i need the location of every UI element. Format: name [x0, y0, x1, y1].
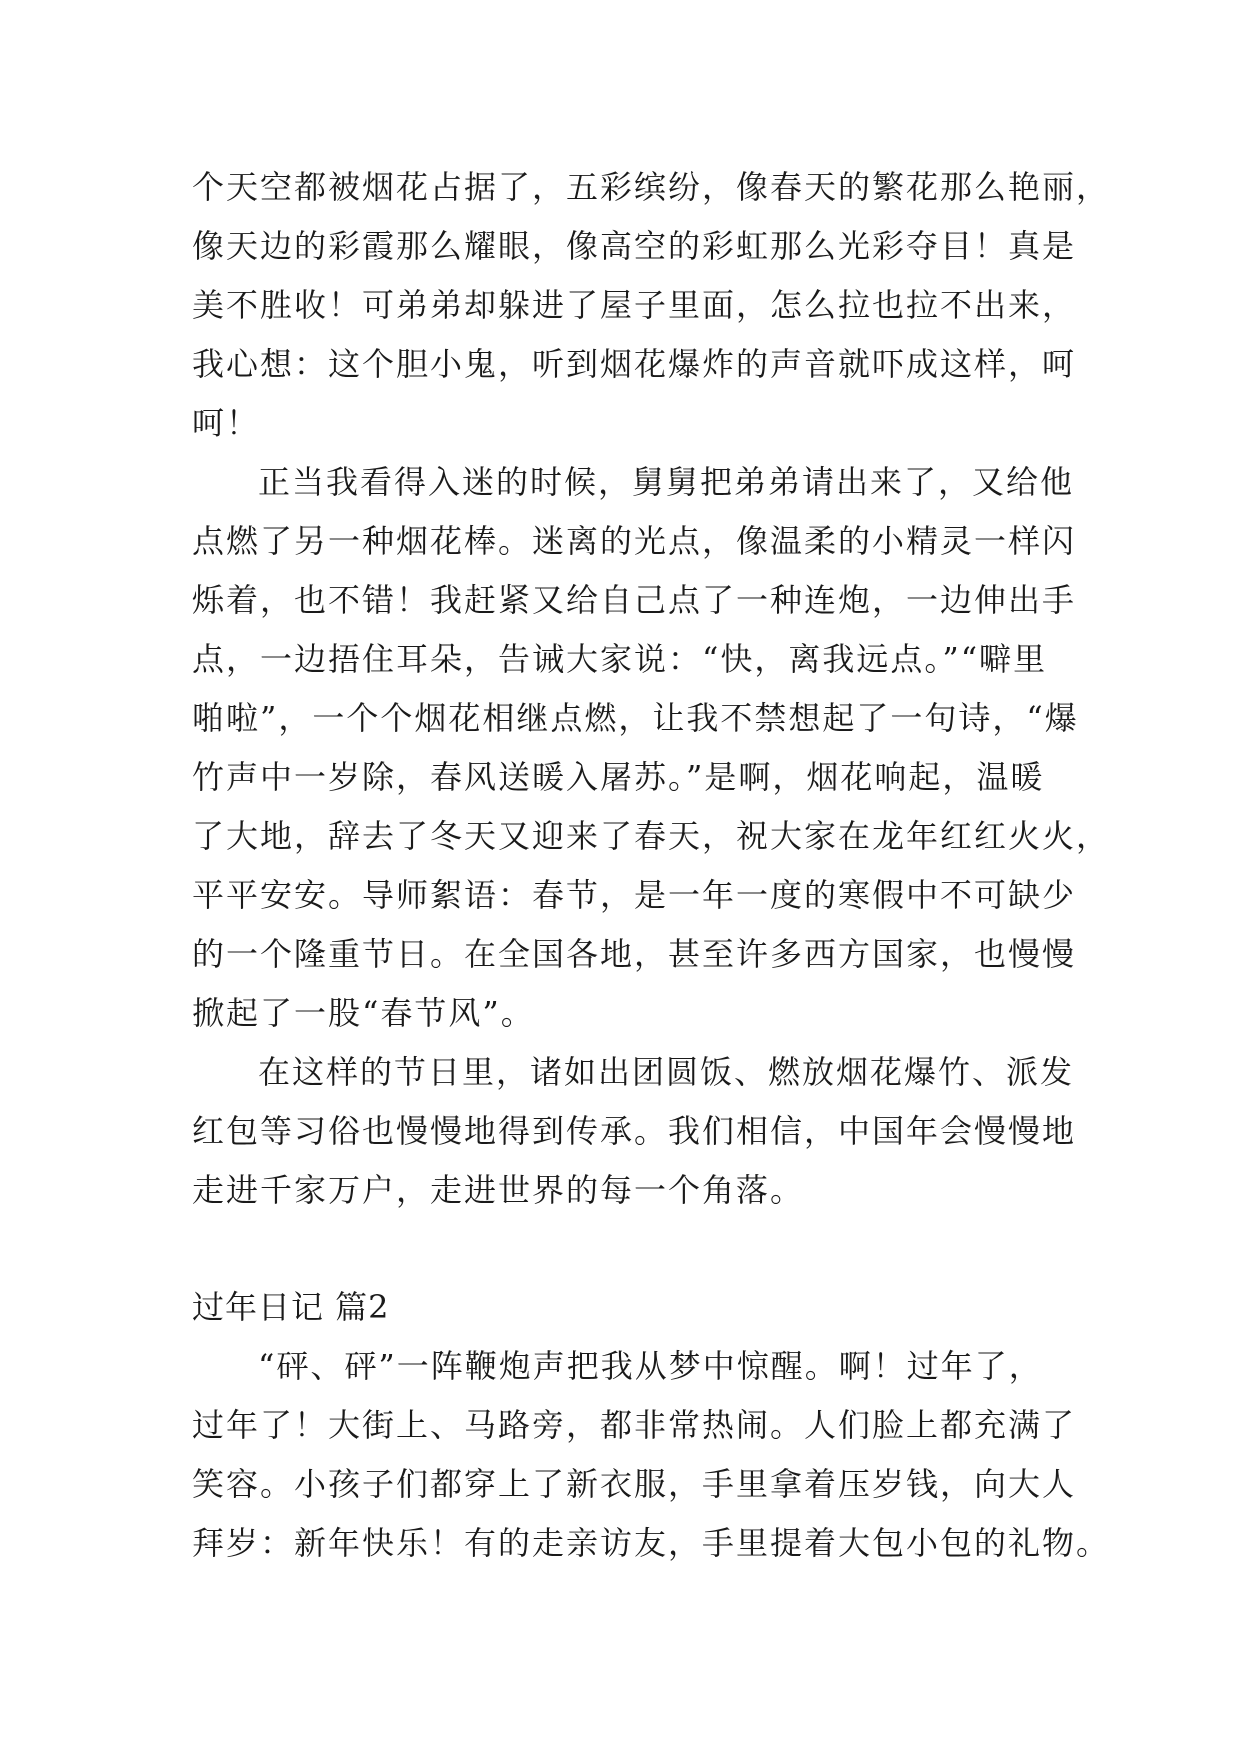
text-line: 竹声中一岁除，春风送暖入屠苏。”是啊，烟花响起，温暖	[192, 758, 1045, 796]
text-line: 红包等习俗也慢慢地得到传承。我们相信，中国年会慢慢地	[192, 1112, 1077, 1150]
text-line: 笑容。小孩子们都穿上了新衣服，手里拿着压岁钱，向大人	[192, 1465, 1077, 1503]
text-line: 个天空都被烟花占据了，五彩缤纷，像春天的繁花那么艳丽，	[192, 168, 1111, 206]
text-line: 啪啦”，一个个烟花相继点燃，让我不禁想起了一句诗，“爆	[192, 699, 1079, 737]
text-line: 过年了！大街上、马路旁，都非常热闹。人们脸上都充满了	[192, 1406, 1077, 1444]
text-line: 点，一边捂住耳朵，告诫大家说：“快，离我远点。”“噼里	[192, 640, 1048, 678]
section-heading: 过年日记 篇2	[192, 1288, 390, 1326]
text-line: 呵！	[192, 404, 261, 442]
text-line: 了大地，辞去了冬天又迎来了春天，祝大家在龙年红红火火，	[192, 817, 1111, 855]
document-page	[192, 158, 1111, 1573]
text-line: 我心想：这个胆小鬼，听到烟花爆炸的声音就吓成这样，呵	[192, 345, 1077, 383]
text-line: 点燃了另一种烟花棒。迷离的光点，像温柔的小精灵一样闪	[192, 522, 1077, 560]
paragraph-3	[192, 1043, 1077, 1220]
paragraph-1	[192, 158, 1111, 453]
text-line: 掀起了一股“春节风”。	[192, 994, 535, 1032]
section2-paragraph	[192, 1337, 1111, 1573]
text-line: 在这样的节日里，诸如出团圆饭、燃放烟花爆竹、派发	[258, 1053, 1075, 1091]
text-line: 走进千家万户，走进世界的每一个角落。	[192, 1171, 805, 1209]
text-line: 的一个隆重节日。在全国各地，甚至许多西方国家，也慢慢	[192, 935, 1077, 973]
text-line: 像天边的彩霞那么耀眼，像高空的彩虹那么光彩夺目！真是	[192, 227, 1077, 265]
text-line: “砰、砰”一阵鞭炮声把我从梦中惊醒。啊！过年了，	[258, 1347, 1043, 1385]
text-line: 烁着，也不错！我赶紧又给自己点了一种连炮，一边伸出手	[192, 581, 1077, 619]
section-spacer	[192, 1220, 1062, 1278]
text-line: 正当我看得入迷的时候，舅舅把弟弟请出来了，又给他	[258, 463, 1075, 501]
paragraph-2	[192, 453, 1111, 1043]
text-line: 平平安安。导师絮语：春节，是一年一度的寒假中不可缺少	[192, 876, 1077, 914]
text-line: 拜岁：新年快乐！有的走亲访友，手里提着大包小包的礼物。	[192, 1524, 1111, 1562]
text-line: 美不胜收！可弟弟却躲进了屋子里面，怎么拉也拉不出来，	[192, 286, 1077, 324]
